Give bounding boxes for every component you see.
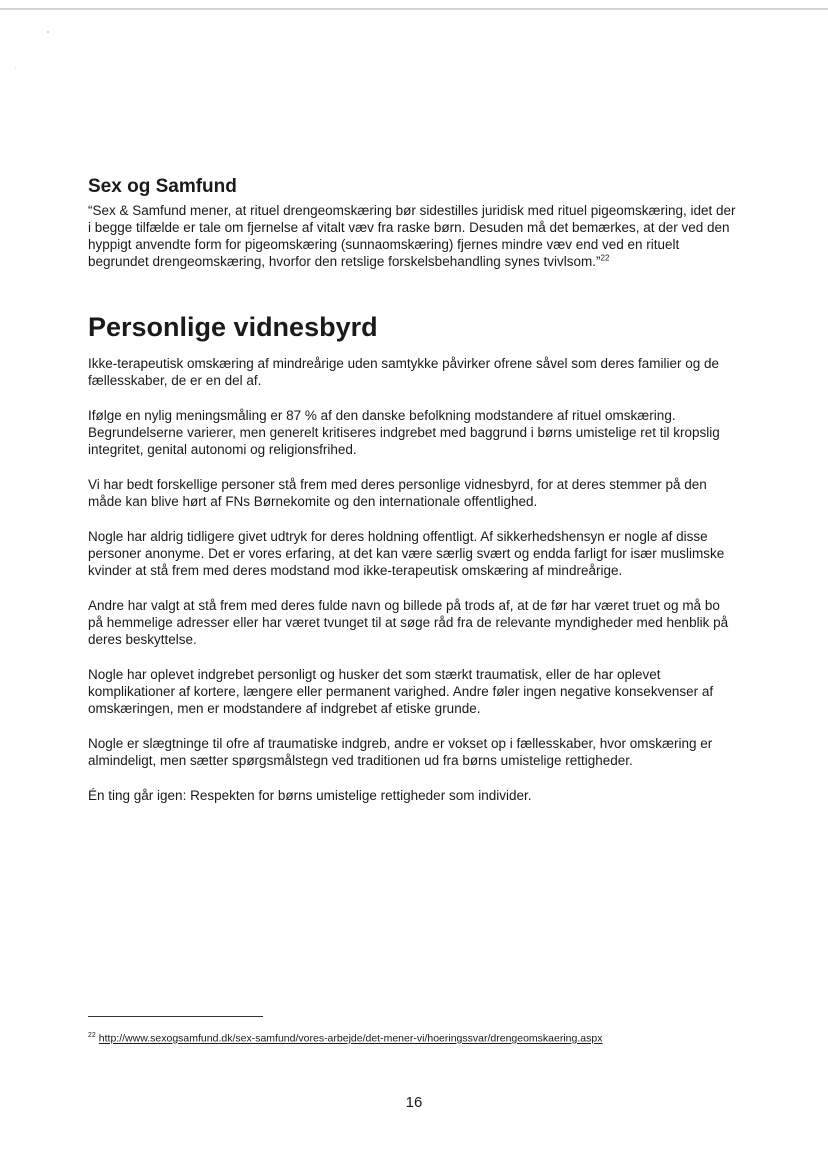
page-content bbox=[88, 176, 736, 822]
footnote bbox=[88, 1016, 708, 1046]
scan-edge bbox=[0, 8, 828, 10]
paragraph: Én ting går igen: Respekten for børns umistelige rettigheder som individer. bbox=[88, 788, 532, 803]
page-number: 16 bbox=[405, 1094, 423, 1111]
paragraph: Nogle er slægtninge til ofre af traumatiske indgreb, andre er vokset op i fællesskaber, hvor omskæring er almindeligt, men sætter spørgsmålstegn ved traditionen ud fra børns umistelige rettigheder. bbox=[88, 736, 713, 768]
section-heading-personlige-vidnesbyrd: Personlige vidnesbyrd bbox=[88, 312, 378, 342]
paragraph: Ikke-terapeutisk omskæring af mindreårige uden samtykke påvirker ofrene såvel som deres familier og de fællesskaber, de er en del af. bbox=[88, 356, 720, 388]
sex-og-samfund-quote bbox=[88, 202, 736, 270]
footnote-link[interactable]: http://www.sexogsamfund.dk/sex-samfund/vores-arbejde/det-mener-vi/hoeringssvar/drengeomskaering.aspx bbox=[98, 1032, 603, 1045]
footnote-text bbox=[88, 1029, 708, 1046]
footnote-number: 22 bbox=[88, 1032, 96, 1039]
paragraph: Nogle har oplevet indgrebet personligt og husker det som stærkt traumatisk, eller de har oplevet komplikationer af kortere, længere eller permanent varighed. Andre føler ingen negative konsekvenser af omskæringen, men er modstandere af indgrebet af etiske grunde. bbox=[88, 667, 714, 716]
quote-text: “Sex & Samfund mener, at rituel drengeomskæring bør sidestilles juridisk med rituel pigeomskæring, idet der i begge tilfælde er tale om fjernelse af vitalt væv fra raske børn. Desuden må det bemærkes, at der ved den hyppigt anvendte form for pigeomskæring (sunnaomskæring) fjernes mindre væv end ved en rituelt begrundet drengeomskæring, hvorfor den retslige forskelsbehandling synes tvivlsom.” bbox=[88, 203, 736, 269]
footnote-divider bbox=[88, 1016, 263, 1017]
scan-speck bbox=[15, 68, 16, 69]
paragraph: Andre har valgt at stå frem med deres fulde navn og billede på trods af, at de før har været truet og må bo på hemmelige adresser eller har været tvunget til at søge råd fra de relevante myndigheder med henblik på deres beskyttelse. bbox=[88, 598, 729, 647]
scan-speck bbox=[47, 31, 49, 33]
paragraph: Ifølge en nylig meningsmåling er 87 % af den danske befolkning modstandere af rituel omskæring. Begrundelserne varierer, men generelt kritiseres indgrebet med baggrund i børns umistelige ret til kropslig integritet, genital autonomi og religionsfrihed. bbox=[88, 408, 720, 457]
section-heading-sex-og-samfund: Sex og Samfund bbox=[88, 176, 237, 197]
paragraph: Nogle har aldrig tidligere givet udtryk for deres holdning offentligt. Af sikkerhedshensyn er nogle af disse personer anonyme. Det er vores erfaring, at det kan være særlig svært og endda farligt for især muslimske kvinder at stå frem med deres modstand mod ikke-terapeutisk omskæring af mindreårige. bbox=[88, 529, 725, 578]
paragraph: Vi har bedt forskellige personer stå frem med deres personlige vidnesbyrd, for at deres stemmer på den måde kan blive hørt af FNs Børnekomite og den internationale offentlighed. bbox=[88, 477, 707, 509]
footnote-reference[interactable]: 22 bbox=[600, 253, 610, 263]
